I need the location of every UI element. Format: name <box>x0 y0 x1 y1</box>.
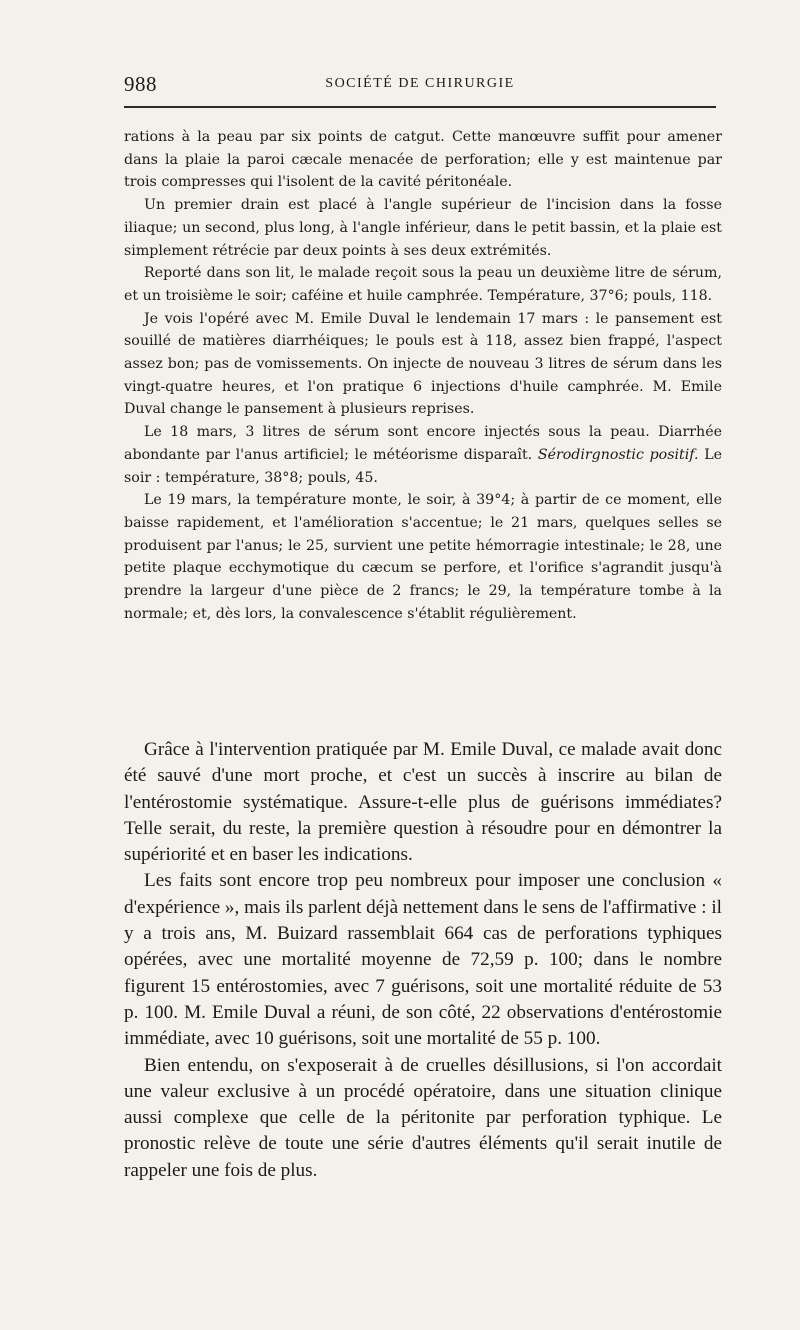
header-rule <box>124 106 716 108</box>
paragraph-text: Le 18 mars, 3 litres de sérum sont encore injectés sous la peau. Diarrhée abondante par l'anus artificiel; le météorisme disparaît. <box>124 424 722 463</box>
paragraph: Je vois l'opéré avec M. Emile Duval le lendemain 17 mars : le pansement est souillé de matières diarrhéiques; le pouls est à 118, assez bien frappé, l'aspect assez bon; pas de vomissements. On injecte de nouveau 3 litres de sérum dans les vingt-quatre heures, et l'on pratique 6 injections d'huile camphrée. M. Emile Duval change le pansement à plusieurs reprises. <box>124 310 722 418</box>
paragraph-text: Le soir : température, 38°8; pouls, 45. <box>124 446 723 486</box>
paragraph: Reporté dans son lit, le malade reçoit sous la peau un deuxième litre de sérum, et un troisième le soir; caféine et huile camphrée. Température, 37°6; pouls, 118. <box>124 265 722 304</box>
page-header <box>124 72 716 98</box>
paragraph: Le 19 mars, la température monte, le soir, à 39°4; à partir de ce moment, elle baisse rapidement, et l'amélioration s'accentue; le 21 mars, quelques selles se produisent par l'anus; le 25, survient une petite hémorragie intestinale; le 28, une petite plaque ecchymotique du cæcum se perfore, et l'orifice s'agrandit jusqu'à prendre la largeur d'une pièce de 2 francs; le 29, la température tombe à la normale; et, dès lors, la convalescence s'établit régulièrement. <box>124 492 722 622</box>
paragraph: Bien entendu, on s'exposerait à de cruelles désillusions, si l'on accordait une valeur exclusive à un procédé opératoire, dans une situation clinique aussi complexe que celle de la péritonite par perforation typhique. Le pronostic relève de toute une série d'autres éléments qu'il serait inutile de rappeler une fois de plus. <box>124 1054 722 1181</box>
paragraph: rations à la peau par six points de catgut. Cette manœuvre suffit pour amener dans la plaie la paroi cæcale menacée de perforation; elle y est maintenue par trois compresses qui l'isolent de la cavité péritonéale. <box>124 129 722 191</box>
running-head: SOCIÉTÉ DE CHIRURGIE <box>325 76 515 91</box>
paragraph: Grâce à l'intervention pratiquée par M. Emile Duval, ce malade avait donc été sauvé d'une mort proche, et c'est un succès à inscrire au bilan de l'entérostomie systématique. Assure-t-elle plus de guérisons immédiates? Telle serait, du reste, la première question à résoudre pour en démontrer la supériorité et en baser les indications. <box>124 739 722 866</box>
paragraph <box>124 421 722 489</box>
discussion-text <box>124 737 722 1184</box>
italic-term: Sérodirgnostic positif. <box>537 446 699 463</box>
paragraph: Les faits sont encore trop peu nombreux pour imposer une conclusion « d'expérience », mais ils parlent déjà nettement dans le sens de l'affirmative : il y a trois ans, M. Buizard rassemblait 664 cas de perforations typhiques opérées, avec une mortalité moyenne de 72,59 p. 100; dans le nombre figurent 15 entérostomies, avec 7 guérisons, soit une mortalité réduite de 53 p. 100. M. Emile Duval a réuni, de son côté, 22 observations d'entérostomie immédiate, avec 10 guérisons, soit une mortalité de 55 p. 100. <box>124 870 722 1050</box>
case-report-text <box>124 126 722 625</box>
page-number: 988 <box>124 72 157 96</box>
paragraph: Un premier drain est placé à l'angle supérieur de l'incision dans la fosse iliaque; un second, plus long, à l'angle inférieur, dans le petit bassin, et la plaie est simplement rétrécie par deux points à ses deux extrémités. <box>124 197 722 259</box>
